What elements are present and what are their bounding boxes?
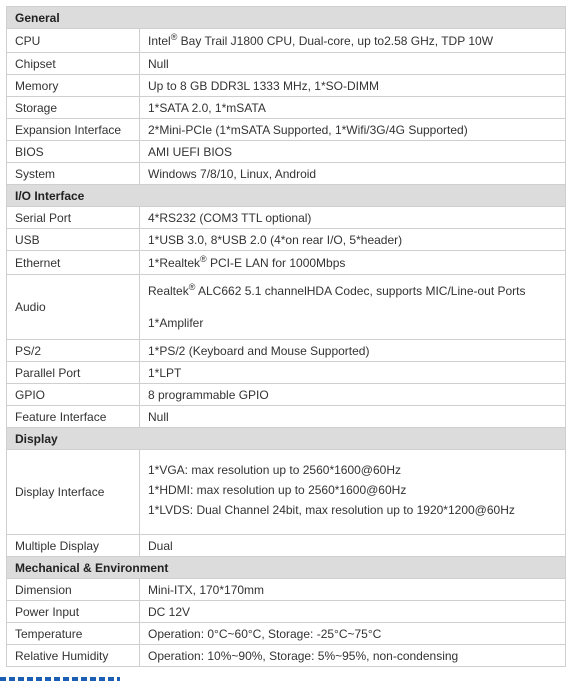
table-row [7, 53, 566, 75]
section-title: Display [7, 428, 566, 450]
table-row [7, 207, 566, 229]
table-row [7, 601, 566, 623]
spec-table [6, 6, 566, 667]
section-header-mechanical-environment [7, 557, 566, 579]
table-row [7, 163, 566, 185]
row-label: System [7, 163, 140, 185]
row-label: Power Input [7, 601, 140, 623]
table-row [7, 141, 566, 163]
table-row [7, 579, 566, 601]
row-value: 1*LPT [140, 362, 566, 384]
row-label: Audio [7, 275, 140, 340]
row-label: Parallel Port [7, 362, 140, 384]
row-label: Chipset [7, 53, 140, 75]
table-row [7, 97, 566, 119]
table-row [7, 384, 566, 406]
table-row [7, 340, 566, 362]
row-value: Up to 8 GB DDR3L 1333 MHz, 1*SO-DIMM [140, 75, 566, 97]
row-value: Null [140, 406, 566, 428]
row-value: Null [140, 53, 566, 75]
table-row [7, 450, 566, 535]
section-title: I/O Interface [7, 185, 566, 207]
row-value: Intel® Bay Trail J1800 CPU, Dual-core, up to2.58 GHz, TDP 10W [140, 29, 566, 53]
row-label: Serial Port [7, 207, 140, 229]
row-label: Dimension [7, 579, 140, 601]
row-label: Ethernet [7, 251, 140, 275]
section-header-general [7, 7, 566, 29]
table-row [7, 535, 566, 557]
row-value: 1*USB 3.0, 8*USB 2.0 (4*on rear I/O, 5*header) [140, 229, 566, 251]
row-value: 1*SATA 2.0, 1*mSATA [140, 97, 566, 119]
row-value: 1*Realtek® PCI-E LAN for 1000Mbps [140, 251, 566, 275]
row-label: USB [7, 229, 140, 251]
table-row [7, 623, 566, 645]
section-title: Mechanical & Environment [7, 557, 566, 579]
row-label: Temperature [7, 623, 140, 645]
row-label: GPIO [7, 384, 140, 406]
row-value: Dual [140, 535, 566, 557]
row-value: DC 12V [140, 601, 566, 623]
row-value: Realtek® ALC662 5.1 channelHDA Codec, supports MIC/Line-out Ports 1*Amplifer [140, 275, 566, 340]
table-row [7, 75, 566, 97]
row-value: 8 programmable GPIO [140, 384, 566, 406]
row-label: Expansion Interface [7, 119, 140, 141]
row-label: CPU [7, 29, 140, 53]
row-value: Operation: 0°C~60°C, Storage: -25°C~75°C [140, 623, 566, 645]
section-title: General [7, 7, 566, 29]
table-row [7, 229, 566, 251]
table-row [7, 406, 566, 428]
row-label: PS/2 [7, 340, 140, 362]
table-row [7, 645, 566, 667]
row-label: BIOS [7, 141, 140, 163]
row-label: Memory [7, 75, 140, 97]
table-row [7, 275, 566, 340]
table-row [7, 119, 566, 141]
row-label: Storage [7, 97, 140, 119]
row-label: Display Interface [7, 450, 140, 535]
section-header-io-interface [7, 185, 566, 207]
row-label: Relative Humidity [7, 645, 140, 667]
row-value: AMI UEFI BIOS [140, 141, 566, 163]
watermark-strip [0, 677, 120, 681]
row-value: 2*Mini-PCIe (1*mSATA Supported, 1*Wifi/3G/4G Supported) [140, 119, 566, 141]
row-value: 1*VGA: max resolution up to 2560*1600@60Hz 1*HDMI: max resolution up to 2560*1600@60Hz 1*LVDS: Dual Channel 24bit, max resolution up to 1920*1200@60Hz [140, 450, 566, 535]
row-value: 1*PS/2 (Keyboard and Mouse Supported) [140, 340, 566, 362]
row-value: Operation: 10%~90%, Storage: 5%~95%, non-condensing [140, 645, 566, 667]
table-row [7, 362, 566, 384]
row-value: 4*RS232 (COM3 TTL optional) [140, 207, 566, 229]
row-value: Mini-ITX, 170*170mm [140, 579, 566, 601]
row-value: Windows 7/8/10, Linux, Android [140, 163, 566, 185]
row-label: Feature Interface [7, 406, 140, 428]
table-row [7, 251, 566, 275]
row-label: Multiple Display [7, 535, 140, 557]
section-header-display [7, 428, 566, 450]
table-row [7, 29, 566, 53]
